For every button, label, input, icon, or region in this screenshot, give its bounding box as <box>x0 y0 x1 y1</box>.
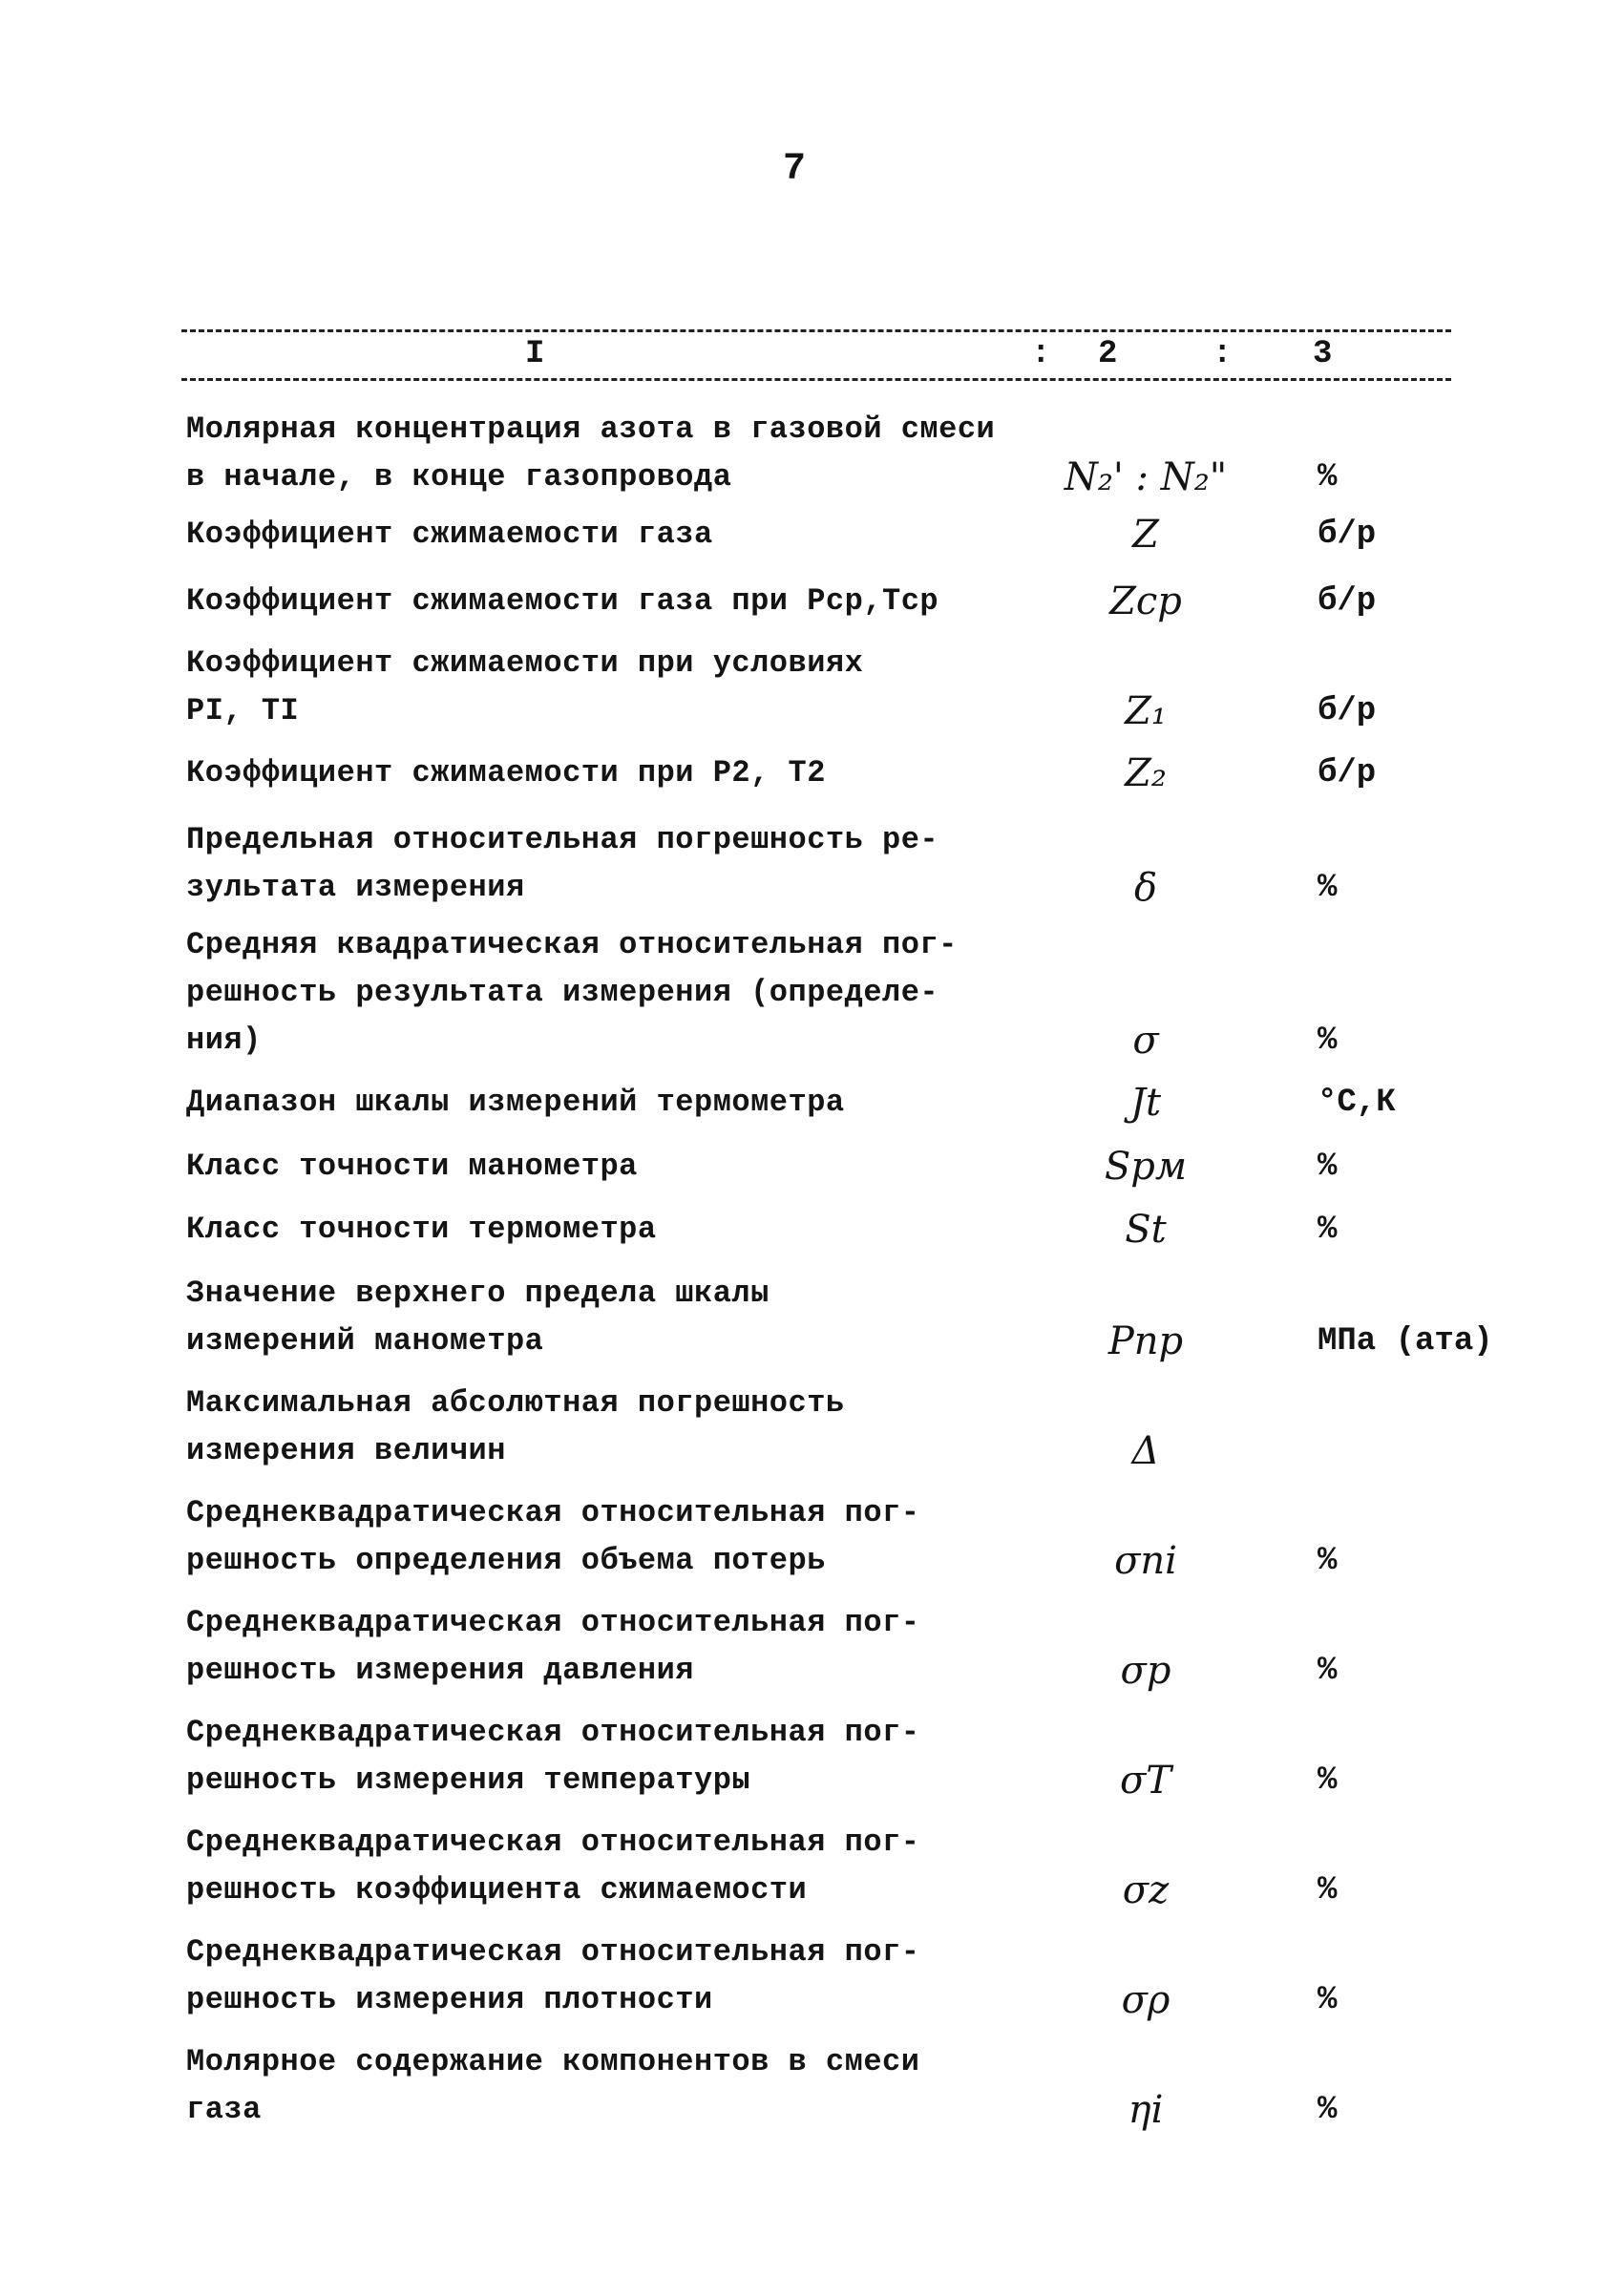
header-separator-2: : <box>1213 336 1233 372</box>
row-unit: % <box>1318 1982 1338 2018</box>
row-description: Значение верхнего предела шкалы измерений манометра <box>186 1276 770 1359</box>
row-symbol: Z₂ <box>1125 751 1167 795</box>
table-header <box>181 334 1451 378</box>
row-unit: МПа (ата) <box>1318 1323 1493 1360</box>
row-description: Коэффициент сжимаемости газа <box>186 517 713 552</box>
row-symbol: σ <box>1132 1019 1159 1063</box>
row-symbol: Zср <box>1109 580 1182 623</box>
header-separator-1: : <box>1031 336 1051 372</box>
row-description: Класс точности термометра <box>186 1212 657 1247</box>
row-symbol: σp <box>1120 1649 1171 1693</box>
row-description: Среднеквадратическая относительная пог- решность измерения температуры <box>186 1715 920 1798</box>
row-symbol: Z₁ <box>1125 689 1167 733</box>
row-description: Класс точности манометра <box>186 1149 638 1184</box>
page-number: 7 <box>783 148 807 191</box>
row-unit: б/р <box>1318 693 1377 729</box>
row-symbol: Spм <box>1104 1145 1188 1189</box>
row-unit: % <box>1318 1762 1338 1799</box>
row-symbol: Pпр <box>1107 1319 1184 1363</box>
row-symbol: σni <box>1114 1539 1177 1583</box>
row-description: Молярное содержание компонентов в смеси газа <box>186 2044 920 2127</box>
row-description: Средняя квадратическая относительная пог- решность результата измерения (определе- ния) <box>186 927 958 1058</box>
row-description: Предельная относительная погрешность ре- зультата измерения <box>186 822 939 905</box>
table-top-rule <box>181 329 1451 332</box>
row-unit: % <box>1318 2092 1338 2128</box>
row-symbol: St <box>1125 1208 1167 1252</box>
row-symbol: Δ <box>1131 1429 1160 1473</box>
table-header-rule <box>181 378 1451 381</box>
row-symbol: σρ <box>1121 1978 1171 2022</box>
row-unit: % <box>1318 1023 1338 1059</box>
row-symbol: Z <box>1132 513 1159 557</box>
row-unit: °С,К <box>1318 1085 1396 1121</box>
row-symbol: σT <box>1120 1759 1171 1803</box>
row-description: Диапазон шкалы измерений термометра <box>186 1085 845 1120</box>
header-col-3: 3 <box>1313 336 1333 372</box>
row-symbol: N₂' : N₂" <box>1064 455 1228 499</box>
row-unit: б/р <box>1318 583 1377 620</box>
row-symbol: ηi <box>1128 2088 1164 2132</box>
row-description: Коэффициент сжимаемости при P2, T2 <box>186 755 826 791</box>
row-unit: % <box>1318 870 1338 906</box>
row-description: Среднеквадратическая относительная пог- решность коэффициента сжимаемости <box>186 1825 920 1908</box>
row-symbol: σz <box>1122 1868 1170 1912</box>
header-col-1: I <box>525 336 545 372</box>
row-symbol: δ <box>1133 866 1158 910</box>
row-unit: % <box>1318 1149 1338 1185</box>
row-unit: % <box>1318 459 1338 496</box>
row-unit: б/р <box>1318 755 1377 791</box>
row-symbol: Jt <box>1129 1081 1162 1125</box>
row-description: Среднеквадратическая относительная пог- решность измерения давления <box>186 1605 920 1688</box>
row-unit: % <box>1318 1212 1338 1248</box>
row-unit: % <box>1318 1872 1338 1909</box>
row-unit: б/р <box>1318 517 1377 553</box>
row-unit: % <box>1318 1543 1338 1579</box>
row-description: Максимальная абсолютная погрешность измерения величин <box>186 1385 845 1468</box>
header-col-2: 2 <box>1098 336 1118 372</box>
row-description: Коэффициент сжимаемости газа при Pср,Tср <box>186 583 939 619</box>
row-description: Среднеквадратическая относительная пог- решность определения объема потерь <box>186 1495 920 1578</box>
row-unit: % <box>1318 1653 1338 1689</box>
row-description: Среднеквадратическая относительная пог- решность измерения плотности <box>186 1934 920 2017</box>
row-description: Коэффициент сжимаемости при условиях PI, TI <box>186 645 864 728</box>
row-description: Молярная концентрация азота в газовой смеси в начале, в конце газопровода <box>186 411 996 495</box>
